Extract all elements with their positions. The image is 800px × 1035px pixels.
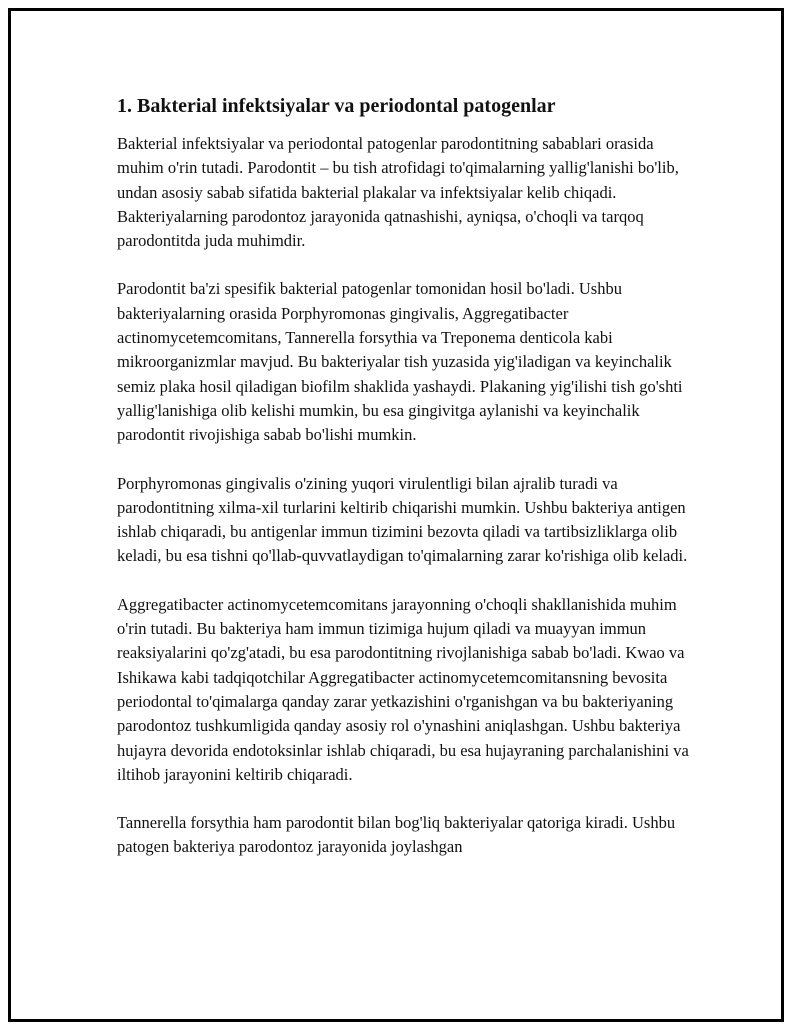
paragraph-3: Porphyromonas gingivalis o'zining yuqori virulentligi bilan ajralib turadi va parodontitning xilma-xil turlarini keltirib chiqarishi mumkin. Ushbu bakteriya antigen ishlab chiqaradi, bu antigenlar immun tizimini bezovta qiladi va tartibsizliklarga olib keladi, bu esa tishni qo'llab-quvvatlaydigan to'qimalarning zarar ko'rishiga olib keladi.: [117, 473, 688, 566]
paragraph-2: Parodontit ba'zi spesifik bakterial patogenlar tomonidan hosil bo'ladi. Ushbu bakteriyalarning orasida Porphyromonas gingivalis, Aggregatibacter actinomycetemcomitans, Tannerella forsythia va Treponema denticola kabi mikroorganizmlar mavjud. Bu bakteriyalar tish yuzasida yig'iladigan va keyinchalik semiz plaka hosil qiladigan biofilm shaklida yashaydi. Plakaning yig'ilishi tish go'shti yallig'lanishiga olib kelishi mumkin, bu esa gingivitga aylanishi va keyinchalik parodontit rivojishiga sabab bo'lishi mumkin.: [117, 279, 683, 445]
paragraph-5: Tannerella forsythia ham parodontit bilan bog'liq bakteriyalar qatoriga kiradi. Ushbu patogen bakteriya parodontoz jarayonida joylashgan: [117, 813, 676, 857]
document-body: [117, 92, 692, 884]
paragraph-1: Bakterial infektsiyalar va periodontal patogenlar parodontitning sabablari orasida muhim o'rin tutadi. Parodontit – bu tish atrofidagi to'qimalarning yallig'lanishi bo'lib, undan asosiy sabab sifatida bakterial plakalar va infektsiyalar kelib chiqadi. Bakteriyalarning parodontoz jarayonida qatnashishi, ayniqsa, o'choqli va tarqoq parodontitda juda muhimdir.: [117, 134, 679, 251]
paragraph-4: Aggregatibacter actinomycetemcomitans jarayonning o'choqli shakllanishida muhim o'rin tutadi. Bu bakteriya ham immun tizimiga hujum qiladi va muayyan immun reaksiyalarini qo'zg'atadi, bu esa parodontitning rivojlanishiga sabab bo'ladi. Kwao va Ishikawa kabi tadqiqotchilar Aggregatibacter actinomycetemcomitansning bevosita periodontal to'qimalarga qanday zarar yetkazishini o'rganishgan va bu bakteriyaning parodontoz tushkumligida qanday asosiy rol o'ynashini aniqlashgan. Ushbu bakteriya hujayra devorida endotoksinlar ishlab chiqaradi, bu esa hujayraning parchalanishini va iltihob jarayonini keltirib chiqaradi.: [117, 594, 689, 784]
section-heading: 1. Bakterial infektsiyalar va periodontal patogenlar: [117, 95, 556, 117]
